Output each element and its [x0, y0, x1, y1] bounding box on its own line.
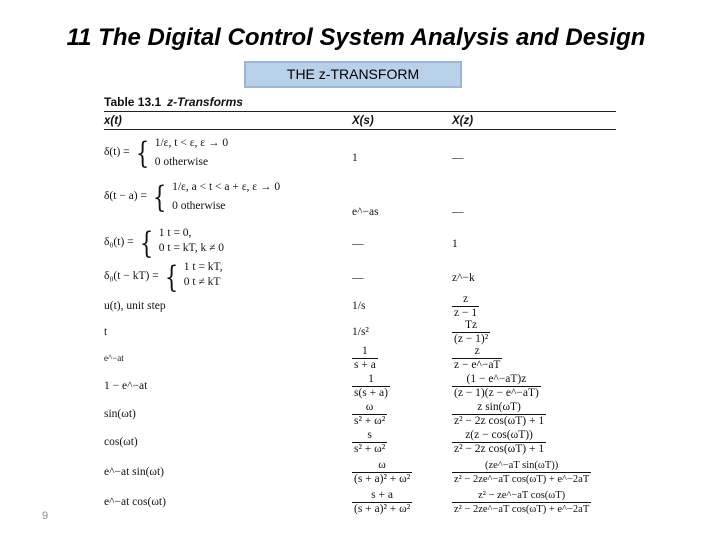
cell-xz: $\frac{(1 - e\^{}-aT)z}{(z - 1)(z - e\^{}-aT)}$ [454, 373, 539, 399]
cell-xz: $\frac{\text{(ze\textasciicircum{}−aT sin(ωT))}}{\text{z² − 2ze\textasciicircum{}−aT cos(ωT) + e\textasciicircum{}−2aT}}$ [454, 460, 590, 485]
cell-xz: 1 [452, 238, 458, 250]
cell-xs: e^−as [352, 206, 379, 218]
column-header-xt: x(t) [104, 115, 122, 127]
cell-xt: 1 − e^−at [104, 380, 148, 392]
cell-xs: $\frac{s + a}{\text{(s + a)² + ω²}}$ [354, 489, 411, 515]
cell-xz: — [452, 152, 464, 164]
table-title: z-Transforms [167, 95, 243, 109]
cell-xt: e^−at sin(ωt) [104, 466, 165, 478]
cell-xs: $\frac{s}{\text{s² + ω²}}$ [354, 429, 386, 455]
cell-xz: $\frac{z(z - \cos(\omega T))}{\text{z² − 2z cos(ωT) + 1}}$ [454, 429, 545, 455]
cell-xt: δ(t) = { 1/ε, t < ε, ε → 0 0 otherwise [104, 136, 229, 171]
cell-xs: $\frac{\omega}{\text{(s + a)² + ω²}}$ [354, 459, 411, 485]
cell-xs: — [352, 272, 364, 284]
cell-xt: e^−at cos(ωt) [104, 496, 166, 508]
table-top-rule [104, 111, 616, 112]
table-header-rule [104, 129, 616, 130]
cell-xt: u(t), unit step [104, 300, 166, 312]
cell-xz: $\frac{\text{z sin(ωT)}}{\text{z² − 2z cos(ωT) + 1}}$ [454, 401, 545, 427]
cell-xs: 1/s² [352, 326, 369, 338]
slide-title: 11 The Digital Control System Analysis and Design [66, 24, 646, 51]
page-number: 9 [42, 510, 49, 522]
cell-xs: — [352, 238, 364, 250]
z-transform-table [104, 95, 620, 535]
column-header-xz: X(z) [452, 115, 474, 127]
cell-xz: $\frac{z}{z - 1}$ [454, 293, 478, 319]
table-caption [104, 95, 243, 109]
cell-xt: t [104, 326, 108, 338]
table-number: Table 13.1 [104, 95, 162, 109]
cell-xz: $\frac{z}{z - e\^{}-aT}$ [454, 345, 501, 371]
section-banner: THE z-TRANSFORM [244, 61, 462, 88]
cell-xz: z^−k [452, 272, 475, 284]
cell-xs: 1 [352, 152, 358, 164]
cell-xt: cos(ωt) [104, 436, 138, 448]
cell-xs: $\frac{1}{s(s + a)}$ [354, 373, 388, 399]
cell-xt: e^−at [104, 353, 124, 363]
cell-xt: δ₀(t − kT) = { 1 t = kT, 0 t ≠ kT [104, 260, 223, 295]
cell-xz: $\frac{Tz}{\text{(z − 1)²}}$ [454, 319, 489, 345]
cell-xs: $\frac{\omega}{\text{s² + ω²}}$ [354, 401, 386, 427]
cell-xt: sin(ωt) [104, 408, 136, 420]
column-header-xs: X(s) [352, 115, 374, 127]
cell-xs: 1/s [352, 300, 366, 312]
cell-xt: δ(t − a) = { 1/ε, a < t < a + ε, ε → 0 0 otherwise [104, 180, 281, 215]
cell-xz: $\frac{\text{z² − ze\textasciicircum{}−aT cos(ωT)}}{\text{z² − 2ze\textasciicircum{}−aT cos(ωT) + e\textasciicircum{}−2aT}}$ [454, 490, 590, 515]
cell-xt: δ₀(t) = { 1 t = 0, 0 t = kT, k ≠ 0 [104, 226, 225, 261]
cell-xz: — [452, 206, 464, 218]
cell-xs: $\frac{1}{s + a}$ [354, 345, 376, 371]
